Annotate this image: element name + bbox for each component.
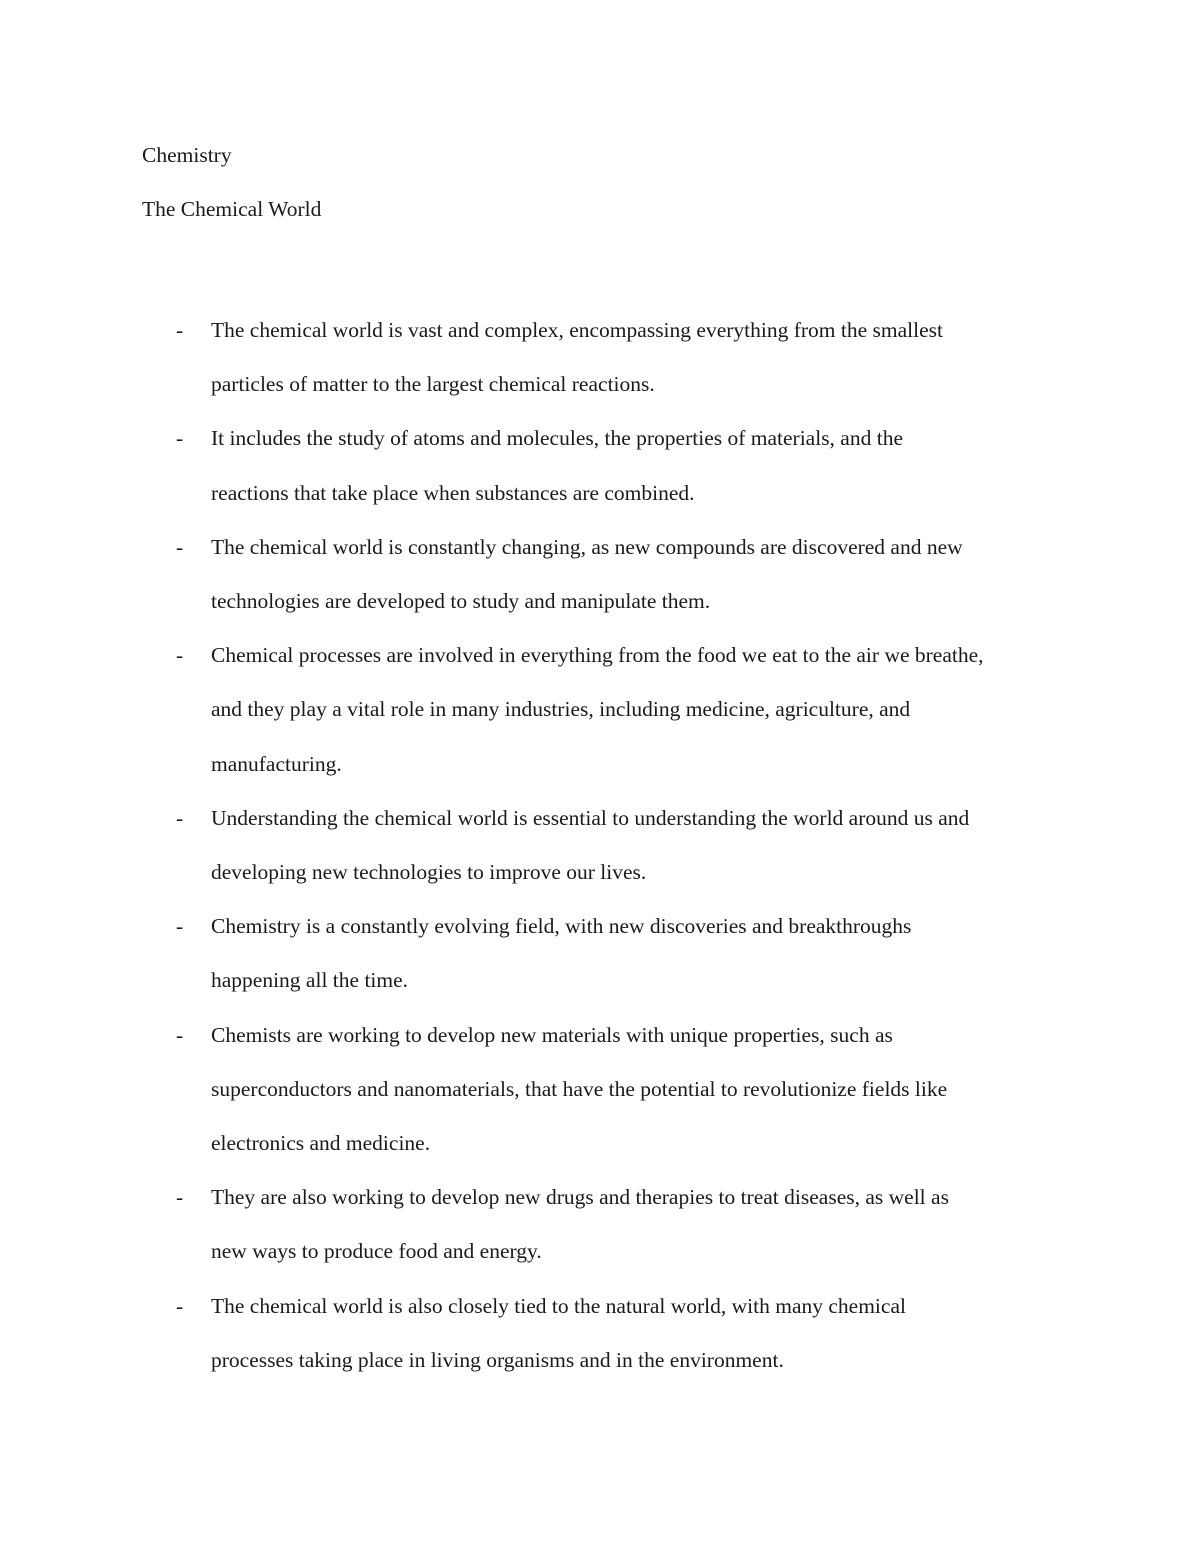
bullet-marker: - (176, 914, 184, 939)
list-item (0, 520, 1200, 628)
bullet-line: technologies are developed to study and manipulate them. (211, 589, 711, 614)
bullet-text (211, 791, 1081, 899)
bullet-line: They are also working to develop new drugs and therapies to treat diseases, as well as (211, 1185, 949, 1210)
document-title: The Chemical World (142, 197, 322, 221)
bullet-text (211, 899, 1081, 1007)
bullet-text (211, 520, 1081, 628)
bullet-text (211, 411, 1081, 519)
bullet-line: Chemists are working to develop new materials with unique properties, such as (211, 1022, 893, 1047)
list-item (0, 411, 1200, 519)
bullet-marker: - (176, 318, 184, 342)
list-item (0, 1170, 1200, 1278)
bullet-marker: - (176, 426, 184, 451)
bullet-marker: - (176, 805, 184, 830)
bullet-line: The chemical world is constantly changing, as new compounds are discovered and new (211, 534, 963, 559)
bullet-line: It includes the study of atoms and molecules, the properties of materials, and the (211, 426, 903, 451)
list-item (0, 899, 1200, 1007)
bullet-text (211, 303, 1081, 411)
subject-heading: Chemistry (142, 143, 232, 167)
bullet-text (211, 628, 1081, 791)
list-item (0, 303, 1200, 411)
bullet-line: developing new technologies to improve our lives. (211, 860, 647, 885)
list-item (0, 1008, 1200, 1171)
bullet-marker: - (176, 1293, 184, 1318)
bullet-line: reactions that take place when substances are combined. (211, 480, 695, 505)
bullet-list (0, 303, 1200, 1387)
bullet-line: manufacturing. (211, 751, 342, 776)
bullet-line: Understanding the chemical world is essential to understanding the world around us and (211, 805, 970, 830)
bullet-line: new ways to produce food and energy. (211, 1239, 542, 1264)
bullet-marker: - (176, 534, 184, 559)
bullet-line: Chemical processes are involved in everything from the food we eat to the air we breathe, (211, 643, 984, 668)
bullet-text (211, 1170, 1081, 1278)
bullet-line: happening all the time. (211, 968, 409, 993)
bullet-line: particles of matter to the largest chemical reactions. (211, 372, 655, 397)
bullet-line: Chemistry is a constantly evolving field, with new discoveries and breakthroughs (211, 914, 912, 939)
bullet-text (211, 1279, 1081, 1387)
list-item (0, 791, 1200, 899)
bullet-line: The chemical world is also closely tied to the natural world, with many chemical (211, 1293, 906, 1318)
bullet-marker: - (176, 1185, 184, 1210)
bullet-line: superconductors and nanomaterials, that have the potential to revolutionize fields like (211, 1076, 948, 1101)
bullet-line: The chemical world is vast and complex, encompassing everything from the smallest (211, 318, 943, 342)
bullet-line: electronics and medicine. (211, 1131, 431, 1156)
bullet-text (211, 1008, 1081, 1171)
list-item (0, 628, 1200, 791)
bullet-line: and they play a vital role in many industries, including medicine, agriculture, and (211, 697, 911, 722)
bullet-marker: - (176, 643, 184, 668)
bullet-line: processes taking place in living organisms and in the environment. (211, 1347, 784, 1372)
list-item (0, 1279, 1200, 1387)
bullet-marker: - (176, 1022, 184, 1047)
